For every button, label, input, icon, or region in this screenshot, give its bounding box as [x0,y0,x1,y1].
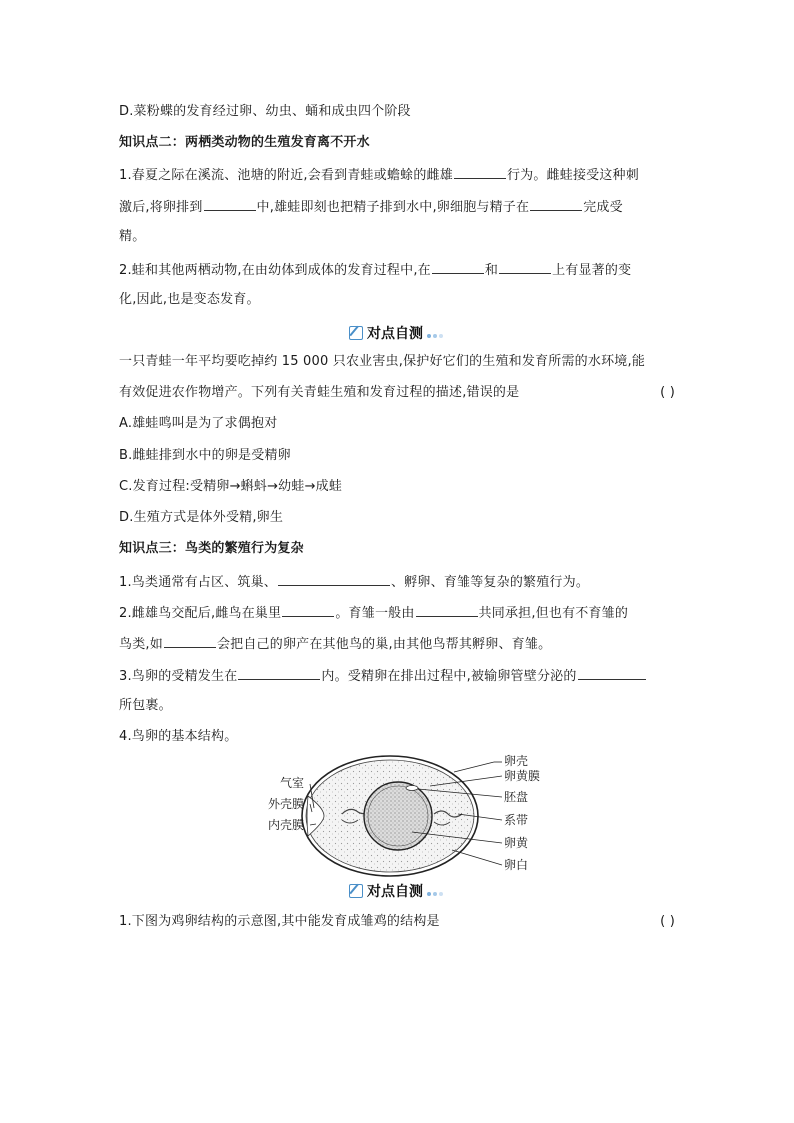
label-outer-membrane: 外壳膜 [268,797,305,811]
text: 完成受 [583,200,623,215]
frog-option-a: A.雄蛙鸣叫是为了求偶抱对 [119,416,278,431]
frog-option-b: B.雌蛙排到水中的卵是受精卵 [119,448,291,463]
frog-question-line-2 [119,383,675,403]
text: 1.下图为鸡卵结构的示意图,其中能发育成雏鸡的结构是 [119,914,440,929]
answer-blank[interactable] [454,164,506,179]
egg-structure-diagram [262,752,542,882]
text: 3.鸟卵的受精发生在 [119,669,238,684]
text: 行为。雌蛙接受这种刺 [506,168,639,183]
bird-question-2-line-1 [119,602,628,624]
text: 内。受精卵在排出过程中,被输卵管壁分泌的 [321,669,577,684]
germinal-disc [406,786,418,791]
text: 会把自己的卵产在其他鸟的巢,由其他鸟帮其孵卵、育雏。 [216,637,552,652]
answer-blank[interactable] [282,602,334,617]
frog-question-line-1: 一只青蛙一年平均要吃掉约 15 000 只农业害虫,保护好它们的生殖和发育所需的水环境,能 [119,354,646,369]
banner-title: 对点自测 [367,884,423,900]
answer-blank[interactable] [499,259,551,274]
bird-question-3-line-1 [119,665,647,687]
label-air-cell: 气室 [280,776,305,790]
answer-paren[interactable]: ( ) [660,914,675,929]
egg-question [119,912,675,932]
label-albumen: 卵白 [504,858,529,872]
text: 上有显著的变 [552,263,632,278]
label-chalaza: 系带 [504,813,529,827]
text: 2.蛙和其他两栖动物,在由幼体到成体的发育过程中,在 [119,263,431,278]
option-d-butterfly: D.菜粉蝶的发育经过卵、幼虫、蛹和成虫四个阶段 [119,104,411,119]
knowledge-point-3-title: 知识点三：鸟类的繁殖行为复杂 [119,541,304,556]
answer-blank[interactable] [278,571,390,586]
answer-blank[interactable] [530,196,582,211]
answer-paren[interactable]: ( ) [660,385,675,400]
text: 2.雌雄鸟交配后,雌鸟在巢里 [119,606,282,621]
label-shell: 卵壳 [504,754,529,768]
text: 1.鸟类通常有占区、筑巢、 [119,575,278,590]
egg-illustration [262,752,542,882]
text: 共同承担,但也有不育雏的 [478,606,629,621]
text: 鸟类,如 [119,637,163,652]
answer-blank[interactable] [416,602,478,617]
label-yolk-membrane: 卵黄膜 [504,769,541,783]
answer-blank[interactable] [204,196,256,211]
bird-question-3-line-2: 所包裹。 [119,698,172,713]
yolk [364,782,432,850]
label-yolk: 卵黄 [504,836,529,850]
answer-blank[interactable] [164,633,216,648]
text: 有效促进农作物增产。下列有关青蛙生殖和发育过程的描述,错误的是 [119,385,520,400]
knowledge-point-2-title: 知识点二：两栖类动物的生殖发育离不开水 [119,135,370,150]
pencil-icon [349,884,363,898]
answer-blank[interactable] [578,665,646,680]
self-test-banner-2 [119,882,675,902]
bird-question-1 [119,571,589,593]
question-2-line-2: 化,因此,也是变态发育。 [119,292,260,307]
answer-blank[interactable] [238,665,320,680]
text: 中,雄蛙即刻也把精子排到水中,卵细胞与精子在 [256,200,530,215]
text: 、孵卵、育雏等复杂的繁殖行为。 [391,575,590,590]
question-2-line-1 [119,259,631,281]
dots-icon [427,324,445,344]
pencil-icon [349,326,363,340]
question-1-line-3: 精。 [119,229,146,244]
bird-question-2-line-2 [119,633,551,655]
label-inner-membrane: 内壳膜 [268,818,305,832]
text: 。育雏一般由 [335,606,415,621]
dots-icon [427,882,445,902]
question-1-line-1 [119,164,639,186]
frog-option-c: C.发育过程:受精卵→蝌蚪→幼蛙→成蛙 [119,479,343,494]
text: 和 [484,263,499,278]
label-germinal-disc: 胚盘 [504,790,529,804]
answer-blank[interactable] [432,259,484,274]
question-1-line-2 [119,196,623,218]
frog-option-d: D.生殖方式是体外受精,卵生 [119,510,284,525]
self-test-banner-1 [119,324,675,344]
text: 激后,将卵排到 [119,200,203,215]
text: 1.春夏之际在溪流、池塘的附近,会看到青蛙或蟾蜍的雌雄 [119,168,453,183]
bird-question-4: 4.鸟卵的基本结构。 [119,729,238,744]
banner-title: 对点自测 [367,326,423,342]
